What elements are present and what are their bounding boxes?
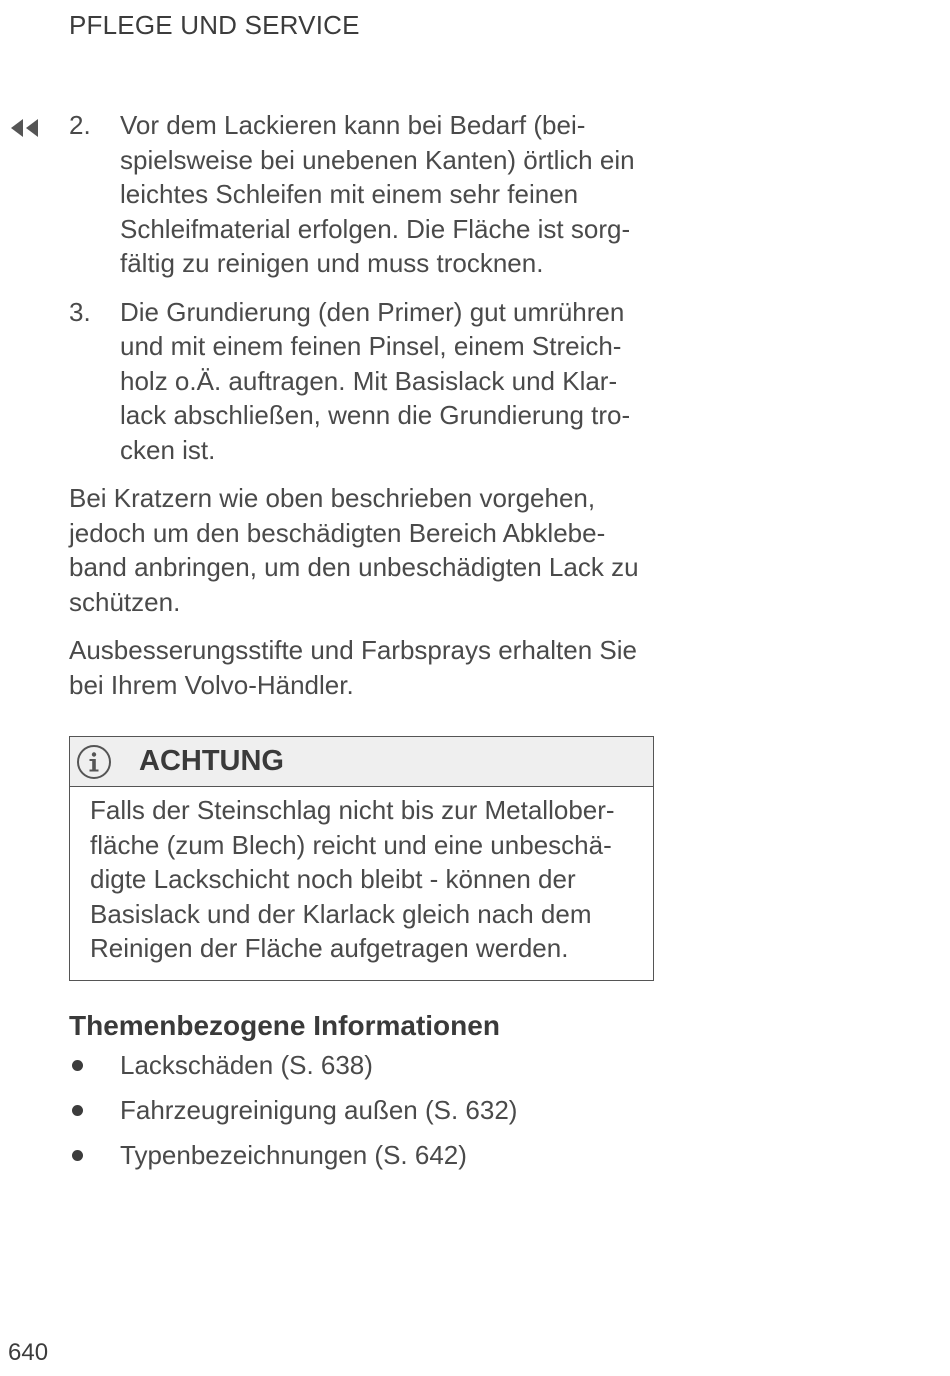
text-line: leichtes Schleifen mit einem sehr feinen — [120, 179, 579, 209]
text-line: jedoch um den beschädigten Bereich Abklebe- — [69, 517, 606, 548]
text-line: bei Ihrem Volvo-Händler. — [69, 669, 354, 700]
related-link-exterior-cleaning[interactable] — [69, 1092, 669, 1137]
text-line: Ausbesserungsstifte und Farbsprays erhalten Sie — [69, 635, 637, 665]
step-number: 2. — [69, 110, 91, 140]
text-line: und mit einem feinen Pinsel, einem Streich- — [120, 331, 622, 361]
text-line: Schleifmaterial erfolgen. Die Fläche ist sorg- — [120, 213, 631, 244]
text-line: digte Lackschicht noch bleibt - können der — [90, 864, 576, 894]
text-line: holz o.Ä. auftragen. Mit Basislack und Klar- — [120, 365, 618, 396]
text-line: Reinigen der Fläche aufgetragen werden. — [90, 933, 569, 963]
text-line: spielsweise bei unebenen Kanten) örtlich ein — [120, 144, 635, 175]
bullet-icon — [72, 1105, 83, 1116]
text-line: Die Grundierung (den Primer) gut umrühren — [120, 296, 625, 327]
attention-note — [69, 736, 654, 981]
running-header: PFLEGE UND SERVICE — [69, 10, 360, 40]
related-link-type-designations[interactable] — [69, 1137, 669, 1182]
text-line: band anbringen, um den unbeschädigten Lack zu — [69, 552, 639, 582]
related-link-label: Typenbezeichnungen (S. 642) — [120, 1140, 467, 1170]
main-content — [69, 108, 659, 716]
text-line: lack abschließen, wenn die Grundierung tro- — [120, 400, 631, 430]
step-item — [69, 295, 659, 468]
related-info-list — [69, 1047, 669, 1182]
text-line: Basislack und der Klarlack gleich nach dem — [90, 898, 592, 929]
text-line: Vor dem Lackieren kann bei Bedarf (bei- — [120, 110, 586, 140]
step-number: 3. — [69, 296, 91, 327]
text-line: fältig zu reinigen und muss trocknen. — [120, 248, 544, 278]
page-number: 640 — [8, 1339, 49, 1366]
double-chevron-left-icon — [8, 117, 42, 139]
bullet-icon — [72, 1060, 83, 1071]
text-line: Bei Kratzern wie oben beschrieben vorgehen, — [69, 483, 596, 513]
text-line: cken ist. — [120, 434, 216, 465]
paragraph — [69, 481, 659, 619]
note-header — [70, 737, 653, 787]
related-link-paint-damage[interactable] — [69, 1047, 669, 1092]
step-item — [69, 108, 659, 281]
text-line: fläche (zum Blech) reicht und eine unbeschä- — [90, 829, 612, 860]
info-icon — [76, 744, 112, 780]
bullet-icon — [72, 1150, 83, 1161]
related-link-label: Lackschäden (S. 638) — [120, 1050, 373, 1080]
text-line: Falls der Steinschlag nicht bis zur Metallober- — [90, 795, 615, 825]
note-body — [70, 787, 653, 966]
related-link-label: Fahrzeugreinigung außen (S. 632) — [120, 1095, 518, 1125]
paragraph — [69, 633, 659, 702]
text-line: schützen. — [69, 586, 181, 617]
note-title: ACHTUNG — [139, 745, 284, 777]
related-info-heading: Themenbezogene Informationen — [69, 1010, 500, 1041]
